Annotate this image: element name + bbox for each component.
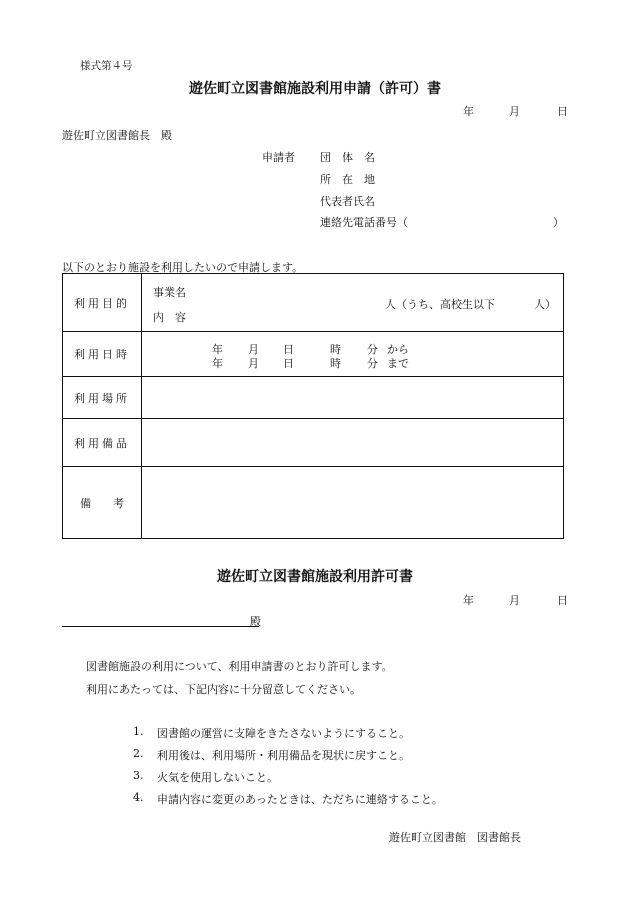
dt1-day: 日	[283, 343, 294, 356]
content-label: 内 容	[153, 311, 186, 324]
application-title: 遊佐町立図書館施設利用申請（許可）書	[189, 81, 441, 97]
table-row-equipment	[63, 419, 564, 467]
condition-num: 1.	[133, 725, 144, 738]
permit-date-day: 日	[557, 594, 568, 607]
equipment-field[interactable]	[142, 419, 564, 467]
permit-date-month: 月	[509, 594, 520, 607]
permit-date-year: 年	[463, 594, 474, 607]
condition-text: 申請内容に変更のあったときは、ただちに連絡すること。	[157, 793, 443, 806]
addressee: 遊佐町立図書館長 殿	[62, 129, 172, 142]
permit-title: 遊佐町立図書館施設利用許可書	[217, 569, 413, 585]
condition-num: 4.	[133, 791, 144, 804]
permit-body-line2: 利用にあたっては、下記内容に十分留意してください。	[86, 683, 361, 696]
permit-addressee-line[interactable]	[62, 626, 259, 627]
table-row-datetime	[63, 332, 564, 377]
location-label: 所 在 地	[320, 173, 375, 186]
purpose-label: 利用目的	[63, 274, 142, 332]
table-row-purpose	[63, 274, 564, 332]
permit-signature: 遊佐町立図書館 図書館長	[389, 831, 521, 844]
place-label: 利用場所	[63, 377, 142, 419]
form-number: 様式第４号	[80, 60, 133, 72]
dt2-until: まで	[387, 357, 409, 370]
condition-text: 利用後は、利用場所・利用備品を現状に戻すこと。	[157, 749, 410, 762]
condition-num: 2.	[133, 747, 144, 760]
phone-close: ）	[553, 216, 564, 229]
people-close: 人）	[534, 298, 556, 311]
application-date-month: 月	[509, 105, 520, 118]
applicant-label: 申請者	[262, 151, 295, 164]
group-name-label: 団 体 名	[320, 151, 375, 164]
application-intro: 以下のとおり施設を利用したいので申請します。	[62, 261, 304, 274]
datetime-field[interactable]	[142, 332, 564, 377]
place-field[interactable]	[142, 377, 564, 419]
notes-label: 備 考	[63, 467, 142, 539]
condition-text: 火気を使用しないこと。	[157, 771, 278, 784]
application-date-day: 日	[557, 105, 568, 118]
dt1-minute: 分	[367, 343, 378, 356]
condition-text: 図書館の運営に支障をきたさないようにすること。	[157, 727, 410, 740]
application-table	[62, 273, 564, 539]
people-label: 人（うち、高校生以下	[385, 298, 495, 311]
table-row-notes	[63, 467, 564, 539]
notes-field[interactable]	[142, 467, 564, 539]
dt1-month: 月	[248, 343, 259, 356]
datetime-label: 利用日時	[63, 332, 142, 377]
project-name-label: 事業名	[153, 286, 186, 299]
dt1-from: から	[387, 343, 409, 356]
condition-num: 3.	[133, 769, 144, 782]
dt2-month: 月	[248, 357, 259, 370]
application-date-year: 年	[463, 105, 474, 118]
representative-label: 代表者氏名	[320, 195, 375, 208]
phone-label: 連絡先電話番号（	[320, 216, 408, 229]
permit-addressee-suffix: 殿	[250, 615, 261, 628]
equipment-label: 利用備品	[63, 419, 142, 467]
dt1-hour: 時	[330, 343, 341, 356]
purpose-field[interactable]	[142, 274, 564, 332]
dt2-year: 年	[212, 357, 223, 370]
dt1-year: 年	[212, 343, 223, 356]
table-row-place	[63, 377, 564, 419]
dt2-hour: 時	[330, 357, 341, 370]
permit-body-line1: 図書館施設の利用について、利用申請書のとおり許可します。	[86, 660, 393, 673]
dt2-day: 日	[283, 357, 294, 370]
dt2-minute: 分	[367, 357, 378, 370]
